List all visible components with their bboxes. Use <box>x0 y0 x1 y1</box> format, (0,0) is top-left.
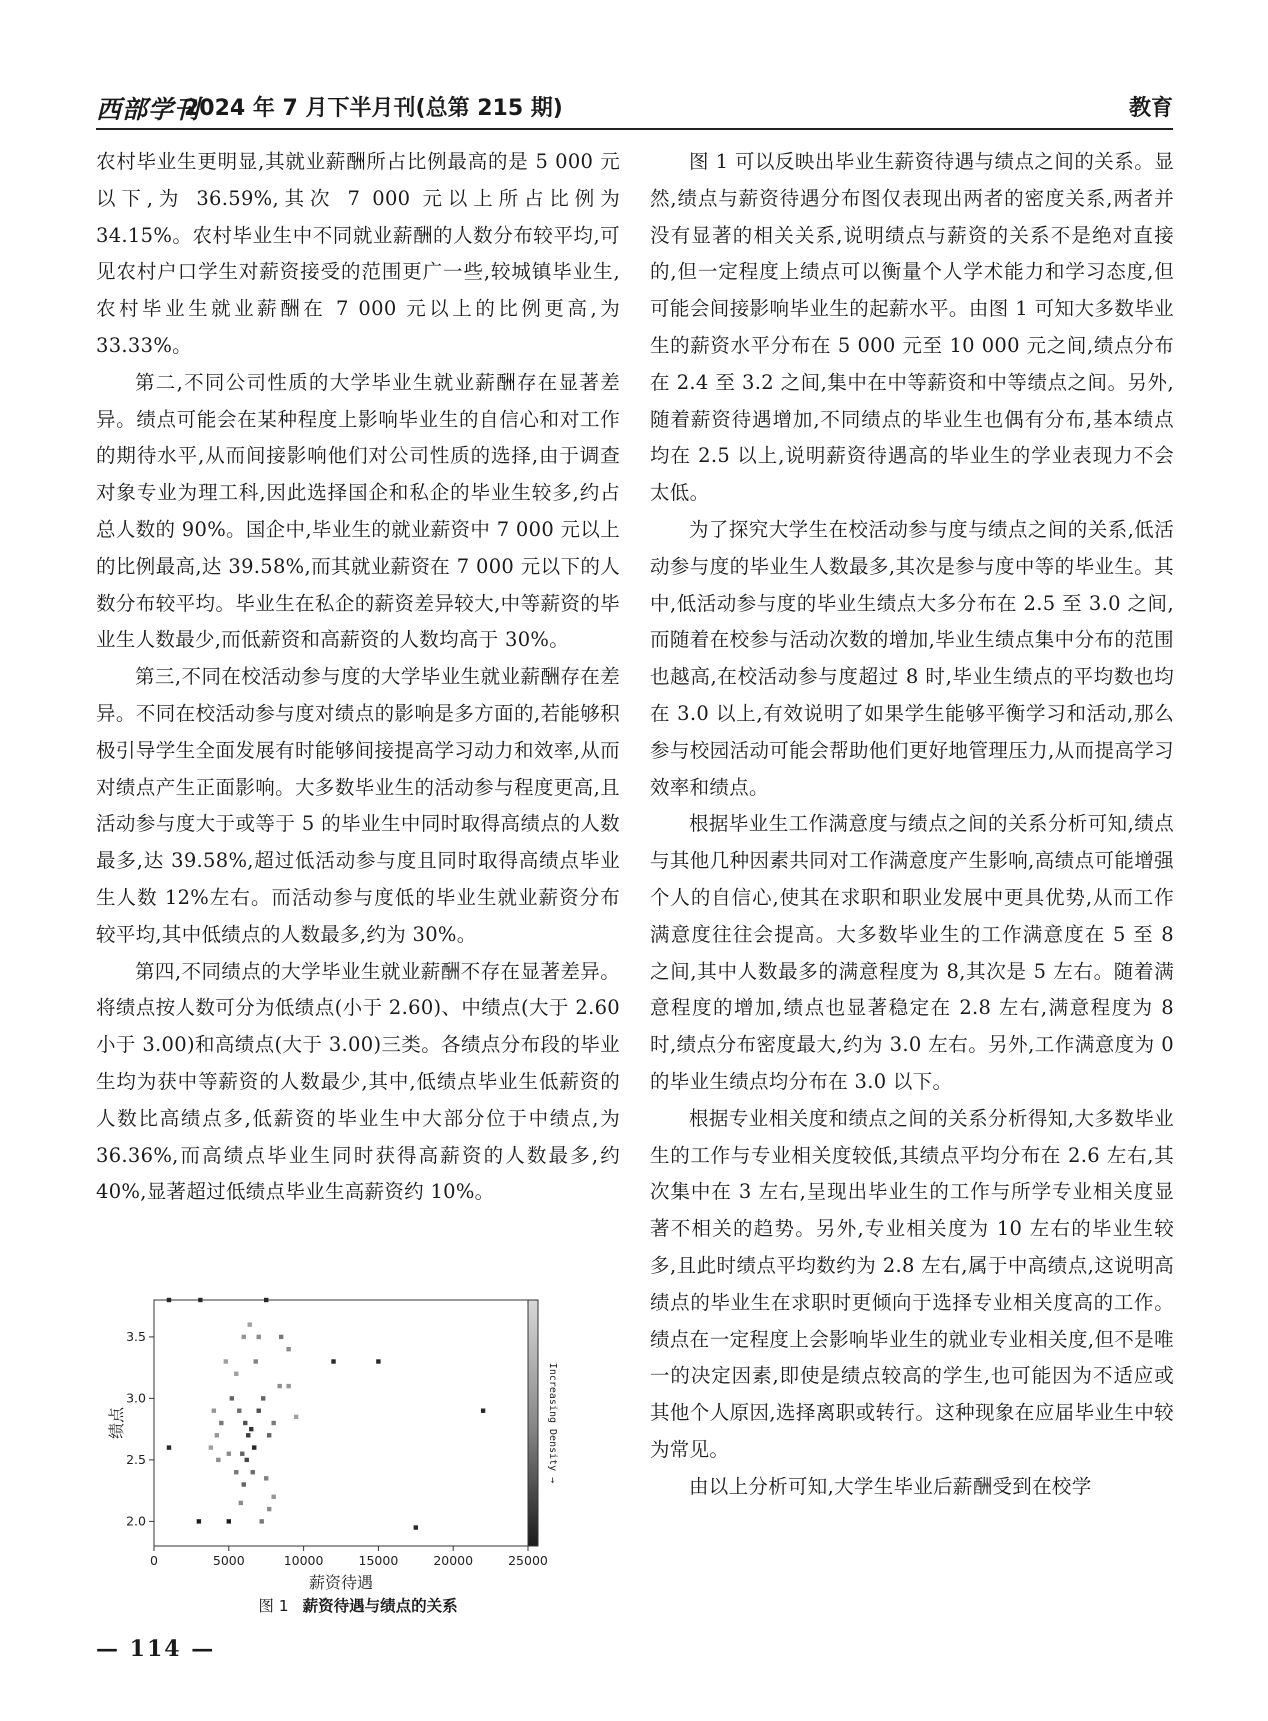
paragraph: 为了探究大学生在校活动参与度与绩点之间的关系,低活动参与度的毕业生人数最多,其次是参与度中等的毕业生。其中,低活动参与度的毕业生绩点大多分布在 2.5 至 3.0 之间,而随着在校参与活动次数的增加,毕业生绩点集中分布的范围也越高,在校活动参与度超过 8 时,毕业生绩点的平均数也均在 3.0 以上,有效说明了如果学生能够平衡学习和活动,那么参与校园活动可能会帮助他们更好地管理压力,从而提高学习效率和绩点。 <box>650 517 1174 799</box>
data-point <box>216 1458 220 1462</box>
paragraph: 第四,不同绩点的大学毕业生就业薪酬不存在显著差异。将绩点按人数可分为低绩点(小于 2.60)、中绩点(大于 2.60 小于 3.00)和高绩点(大于 3.00)三类。各绩点分布段的毕业生均为获中等薪资的人数最少,其中,低绩点毕业生低薪资的人数比高绩点多,低薪资的毕业生中大部分位于中绩点,为 36.36%,而高绩点毕业生同时获得高薪资的人数最多,约 40%,显著超过低绩点毕业生高薪资约 10%。 <box>96 959 620 1204</box>
data-point <box>224 1359 228 1363</box>
paragraph: 根据毕业生工作满意度与绩点之间的关系分析可知,绩点与其他几种因素共同对工作满意度产生影响,高绩点可能增强个人的自信心,使其在求职和职业发展中更具优势,从而工作满意度往往会提高。大多数毕业生的工作满意度在 5 至 8 之间,其中人数最多的满意程度为 8,其次是 5 左右。随着满意程度的增加,绩点也显著稳定在 2.8 左右,满意程度为 8 时,绩点分布密度最大,约为 3.0 左右。另外,工作满意度为 0 的毕业生绩点均分布在 3.0 以下。 <box>650 812 1174 1093</box>
page-number: — 114 — <box>96 1636 216 1662</box>
data-point <box>251 1470 255 1474</box>
data-point <box>242 1335 246 1339</box>
y-tick-label: 2.0 <box>126 1513 146 1529</box>
data-point <box>257 1335 261 1339</box>
data-point <box>242 1482 246 1486</box>
colorbar-label: Increasing Density → <box>547 1362 558 1484</box>
data-point <box>234 1372 238 1376</box>
section-name: 教育 <box>1128 96 1173 121</box>
y-tick-label: 2.5 <box>126 1451 146 1467</box>
data-point <box>212 1409 216 1413</box>
y-tick-label: 3.0 <box>126 1390 146 1406</box>
figure-title: 薪资待遇与绩点的关系 <box>302 1597 458 1615</box>
data-point <box>249 1427 253 1431</box>
data-point <box>230 1396 234 1400</box>
data-point <box>254 1359 258 1363</box>
data-point <box>246 1433 250 1437</box>
data-point <box>267 1433 271 1437</box>
data-point <box>376 1359 380 1363</box>
paragraph: 由以上分析可知,大学生毕业后薪酬受到在校学 <box>689 1474 1092 1498</box>
figure-1 <box>96 1292 620 1592</box>
data-point <box>286 1347 290 1351</box>
data-point <box>261 1396 265 1400</box>
y-tick-label: 3.5 <box>126 1328 146 1344</box>
data-point <box>237 1409 241 1413</box>
figure-caption <box>96 1594 620 1616</box>
paragraph: 根据专业相关度和绩点之间的关系分析得知,大多数毕业生的工作与专业相关度较低,其绩点平均分布在 2.6 左右,其次集中在 3 左右,呈现出毕业生的工作与所学专业相关度显著不相关的趋势。另外,专业相关度为 10 左右的毕业生较多,且此时绩点平均数约为 2.8 左右,属于中高绩点,这说明高绩点的毕业生在求职时更倾向于选择专业相关度高的工作。绩点在一定程度上会影响毕业生的就业专业相关度,但不是唯一的决定因素,即使是绩点较高的学生,也可能因为不适应或其他个人原因,选择离职或转行。这种现象在应届毕业生中较为常见。 <box>650 1106 1174 1461</box>
data-point <box>215 1433 219 1437</box>
running-header <box>96 86 1173 126</box>
figure-label: 图 1 <box>258 1597 289 1615</box>
scatter-chart <box>96 1292 620 1592</box>
data-point <box>331 1359 335 1363</box>
x-tick-label: 5000 <box>212 1553 245 1568</box>
data-point <box>277 1384 281 1388</box>
right-column <box>650 144 1174 1505</box>
data-point <box>481 1409 485 1413</box>
data-point <box>252 1445 256 1449</box>
data-point <box>167 1298 171 1302</box>
data-point <box>248 1322 252 1326</box>
data-point <box>198 1298 202 1302</box>
data-point <box>239 1501 243 1505</box>
y-axis-label: 绩点 <box>107 1406 126 1440</box>
data-point <box>257 1409 261 1413</box>
data-point <box>286 1384 290 1388</box>
left-column <box>96 144 620 1211</box>
data-point <box>227 1519 231 1523</box>
journal-logo: 西部学刊 <box>96 95 201 124</box>
x-tick-label: 20000 <box>433 1553 474 1568</box>
data-point <box>245 1458 249 1462</box>
data-point <box>260 1519 264 1523</box>
x-axis-label: 薪资待遇 <box>308 1573 374 1592</box>
issue-info: 2024 年 7 月下半月刊(总第 215 期) <box>184 96 563 121</box>
paragraph: 农村毕业生更明显,其就业薪酬所占比例最高的是 5 000 元以下,为 36.59%,其次 7 000 元以上所占比例为 34.15%。农村毕业生中不同就业薪酬的人数分布较平均,可见农村户口学生对薪资接受的范围更广一些,较城镇毕业生,农村毕业生就业薪酬在 7 000 元以上的比例更高,为 33.33%。 <box>96 150 620 357</box>
data-point <box>267 1507 271 1511</box>
data-point <box>240 1452 244 1456</box>
data-point <box>264 1298 268 1302</box>
header-divider <box>96 128 1173 130</box>
colorbar <box>528 1300 538 1546</box>
paragraph: 第三,不同在校活动参与度的大学毕业生就业薪酬存在差异。不同在校活动参与度对绩点的影响是多方面的,若能够积极引导学生全面发展有时能够间接提高学习动力和效率,从而对绩点产生正面影响。大多数毕业生的活动参与程度更高,且活动参与度大于或等于 5 的毕业生中同时取得高绩点的人数最多,达 39.58%,超过低活动参与度且同时取得高绩点毕业生人数 12%左右。而活动参与度低的毕业生就业薪资分布较平均,其中低绩点的人数最多,约为 30%。 <box>96 665 620 946</box>
x-tick-label: 25000 <box>508 1553 548 1568</box>
data-point <box>243 1421 247 1425</box>
data-point <box>279 1335 283 1339</box>
data-point <box>197 1519 201 1523</box>
data-point <box>209 1445 213 1449</box>
x-tick-label: 0 <box>150 1553 158 1568</box>
x-tick-label: 10000 <box>283 1553 324 1568</box>
x-tick-label: 15000 <box>358 1553 399 1568</box>
data-point <box>167 1445 171 1449</box>
plot-area <box>154 1300 528 1546</box>
paragraph: 第二,不同公司性质的大学毕业生就业薪酬存在显著差异。绩点可能会在某种程度上影响毕业生的自信心和对工作的期待水平,从而间接影响他们对公司性质的选择,由于调查对象专业为理工科,因此选择国企和私企的毕业生较多,约占总人数的 90%。国企中,毕业生的就业薪资中 7 000 元以上的比例最高,达 39.58%,而其就业薪资在 7 000 元以下的人数分布较平均。毕业生在私企的薪资差异较大,中等薪资的毕业生人数最少,而低薪资和高薪资的人数均高于 30%。 <box>96 370 620 652</box>
data-point <box>219 1421 223 1425</box>
data-point <box>227 1452 231 1456</box>
data-point <box>234 1470 238 1474</box>
data-point <box>294 1415 298 1419</box>
data-point <box>414 1525 418 1529</box>
data-point <box>271 1495 275 1499</box>
data-point <box>264 1476 268 1480</box>
data-point <box>271 1421 275 1425</box>
paragraph: 图 1 可以反映出毕业生薪资待遇与绩点之间的关系。显然,绩点与薪资待遇分布图仅表现出两者的密度关系,两者并没有显著的相关关系,说明绩点与薪资的关系不是绝对直接的,但一定程度上绩点可以衡量个人学术能力和学习态度,但可能会间接影响毕业生的起薪水平。由图 1 可知大多数毕业生的薪资水平分布在 5 000 元至 10 000 元之间,绩点分布在 2.4 至 3.2 之间,集中在中等薪资和中等绩点之间。另外,随着薪资待遇增加,不同绩点的毕业生也偶有分布,基本绩点均在 2.5 以上,说明薪资待遇高的毕业生的学业表现力不会太低。 <box>650 150 1174 505</box>
